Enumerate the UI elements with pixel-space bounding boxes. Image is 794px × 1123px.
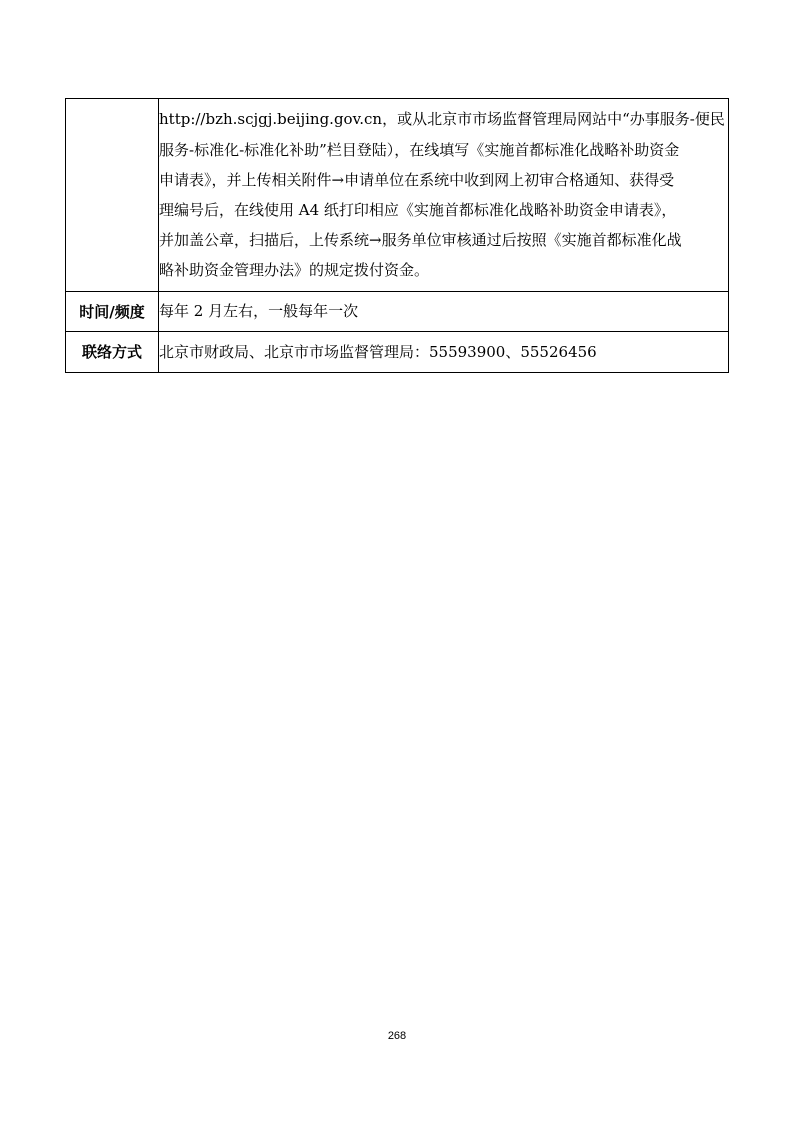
page-number: 268 bbox=[387, 1030, 407, 1042]
table-row-time bbox=[66, 292, 729, 332]
contact-value-cell: 北京市财政局、北京市市场监督管理局：55593900、55526456 bbox=[159, 332, 729, 373]
table-row-contact bbox=[66, 332, 729, 373]
time-label-cell: 时间/频度 bbox=[66, 292, 159, 332]
time-value-cell: 每年 2 月左右，一般每年一次 bbox=[159, 292, 729, 332]
process-label-cell bbox=[66, 99, 159, 292]
table-row-process bbox=[66, 99, 729, 292]
info-table bbox=[65, 98, 729, 373]
contact-label-cell: 联络方式 bbox=[66, 332, 159, 373]
process-line-6: 略补助资金管理办法》的规定拨付资金。 bbox=[159, 261, 430, 280]
process-line-3: 申请表》，并上传相关附件→申请单位在系统中收到网上初审合格通知、获得受 bbox=[159, 170, 675, 189]
process-content-cell bbox=[159, 99, 729, 292]
process-line-5: 并加盖公章，扫描后，上传系统→服务单位审核通过后按照《实施首都标准化战 bbox=[159, 231, 682, 250]
process-line-1: http://bzh.scjgj.beijing.gov.cn，或从北京市市场监督管理局网站中“办事服务-便民 bbox=[159, 110, 725, 129]
process-line-4: 理编号后，在线使用 A4 纸打印相应《实施首都标准化战略补助资金申请表》， bbox=[159, 201, 677, 219]
process-line-2: 服务-标准化-标准化补助”栏目登陆），在线填写《实施首都标准化战略补助资金 bbox=[159, 140, 680, 159]
